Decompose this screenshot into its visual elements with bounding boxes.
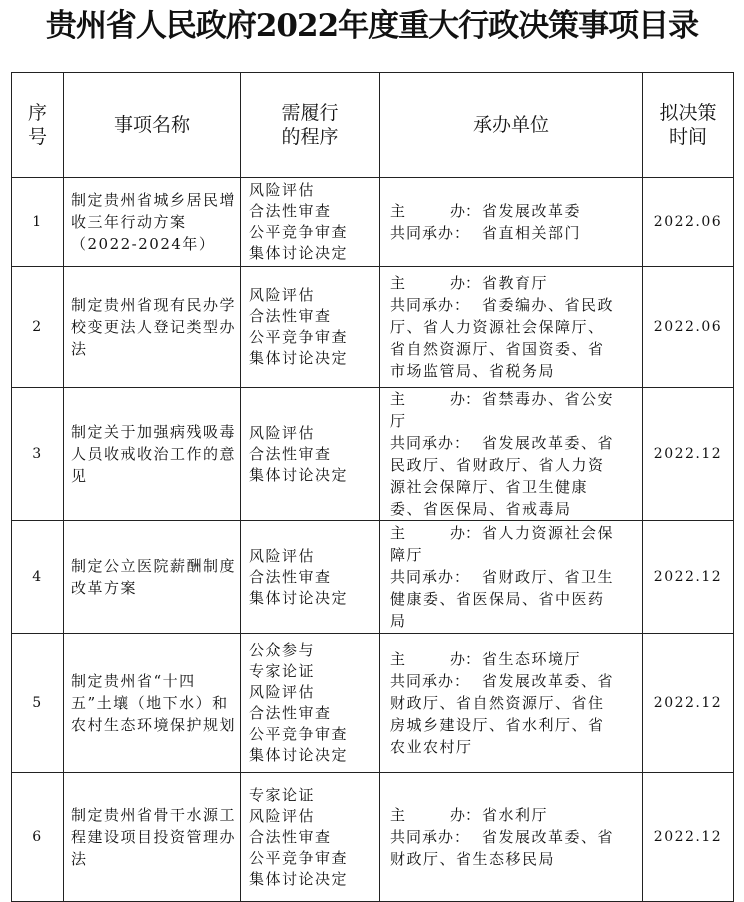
procedure-item: 集体讨论决定 [249, 746, 349, 764]
row-unit [380, 267, 643, 388]
main-unit-line: 障厅 [390, 546, 424, 564]
row-no: 3 [12, 388, 64, 521]
procedure-item: 风险评估 [249, 683, 316, 701]
main-unit-line: 厅 [390, 412, 407, 430]
procedure-item: 合法性审查 [249, 827, 332, 846]
co-unit-line [390, 566, 638, 588]
row-name: 制定贵州省城乡居民增收三年行动方案（2022-2024年） [64, 178, 241, 267]
procedure-item: 合法性审查 [249, 202, 332, 220]
co-unit-line: 委、省医保局、省戒毒局 [390, 500, 572, 518]
main-label-b: 办： [450, 202, 481, 220]
main-unit-value: 省禁毒办、省公安 [482, 390, 615, 408]
row-no: 1 [12, 178, 64, 267]
row-name: 制定公立医院薪酬制度改革方案 [64, 521, 241, 634]
co-unit-line: 财政厅、省自然资源厅、省住 [390, 694, 605, 712]
main-unit-value: 省水利厅 [482, 806, 549, 824]
main-unit-line [390, 388, 638, 410]
header-no-line2: 号 [27, 126, 47, 148]
row-procedures [241, 388, 380, 521]
co-unit-value: 省财政厅、省卫生 [482, 568, 615, 586]
procedure-item: 风险评估 [249, 181, 316, 199]
co-unit-line: 局 [390, 612, 407, 630]
co-unit-value: 省委编办、省民政 [482, 296, 615, 314]
row-procedures [241, 773, 380, 902]
main-label-a: 主 [390, 274, 406, 292]
row-time: 2022.12 [643, 388, 734, 521]
co-unit-line: 民政厅、省财政厅、省人力资 [390, 456, 605, 474]
procedure-item: 合法性审查 [249, 567, 332, 586]
procedure-item: 风险评估 [249, 546, 316, 565]
co-unit-label: 共同承办： [390, 828, 471, 846]
co-unit-line [390, 432, 638, 454]
header-time-line1: 拟决策 [659, 102, 717, 124]
decision-items-table [11, 72, 734, 902]
main-label-b: 办： [450, 524, 481, 542]
row-unit [380, 388, 643, 521]
co-unit-line: 源社会保障厅、省卫生健康 [390, 478, 589, 496]
procedure-item: 公平竞争审查 [249, 848, 349, 867]
procedure-item: 集体讨论决定 [249, 244, 349, 262]
procedure-item: 合法性审查 [249, 307, 332, 325]
co-unit-line: 财政厅、省生态移民局 [390, 850, 556, 868]
table-row [12, 267, 734, 388]
co-unit-line: 农业农村厅 [390, 738, 473, 756]
main-label-b: 办： [450, 274, 481, 292]
row-time: 2022.12 [643, 521, 734, 634]
row-unit [380, 521, 643, 634]
main-unit-label [390, 648, 482, 670]
table-row [12, 178, 734, 267]
row-time: 2022.06 [643, 178, 734, 267]
co-unit-line: 健康委、省医保局、省中医药 [390, 590, 605, 608]
main-unit-label [390, 200, 482, 222]
co-unit-label: 共同承办： [390, 568, 471, 586]
procedure-item: 风险评估 [249, 806, 316, 825]
row-name: 制定贵州省骨干水源工程建设项目投资管理办法 [64, 773, 241, 902]
main-unit-value: 省发展改革委 [482, 202, 582, 220]
row-name: 制定关于加强病残吸毒人员收戒收治工作的意见 [64, 388, 241, 521]
header-procedure [241, 73, 380, 178]
co-unit-line [390, 670, 638, 692]
main-unit-value: 省教育厅 [482, 274, 549, 292]
header-time-line2: 时间 [668, 126, 707, 148]
main-unit-value: 省人力资源社会保 [482, 524, 615, 542]
row-no: 6 [12, 773, 64, 902]
procedure-item: 集体讨论决定 [249, 588, 349, 607]
header-name: 事项名称 [64, 73, 241, 178]
procedure-item: 合法性审查 [249, 704, 332, 722]
procedure-item: 公平竞争审查 [249, 725, 349, 743]
header-procedure-line2: 的程序 [281, 126, 339, 148]
row-time: 2022.06 [643, 267, 734, 388]
row-name: 制定贵州省现有民办学校变更法人登记类型办法 [64, 267, 241, 388]
main-label-a: 主 [390, 806, 406, 824]
main-unit-line [390, 200, 638, 222]
row-name: 制定贵州省“十四五”土壤（地下水）和农村生态环境保护规划 [64, 634, 241, 773]
main-unit-line [390, 648, 638, 670]
header-no-line1: 序 [27, 102, 47, 124]
procedure-item: 公众参与 [249, 641, 316, 659]
co-unit-label: 共同承办： [390, 434, 471, 452]
row-procedures [241, 634, 380, 773]
row-no: 5 [12, 634, 64, 773]
row-procedures [241, 521, 380, 634]
co-unit-label: 共同承办： [390, 672, 471, 690]
main-label-a: 主 [390, 202, 406, 220]
co-unit-value: 省发展改革委、省 [482, 672, 615, 690]
header-procedure-line1: 需履行 [281, 102, 339, 124]
co-unit-value: 省发展改革委、省 [482, 434, 615, 452]
main-unit-label [390, 522, 482, 544]
header-no [12, 73, 64, 178]
row-procedures [241, 178, 380, 267]
main-unit-line [390, 804, 638, 826]
main-label-b: 办： [450, 650, 481, 668]
procedure-item: 集体讨论决定 [249, 465, 349, 484]
co-unit-value: 省发展改革委、省 [482, 828, 615, 846]
main-label-a: 主 [390, 650, 406, 668]
co-unit-value: 省直相关部门 [482, 224, 582, 242]
procedure-item: 公平竞争审查 [249, 223, 349, 241]
table-header-row [12, 73, 734, 178]
main-unit-label [390, 388, 482, 410]
procedure-item: 专家论证 [249, 785, 316, 804]
table-row [12, 634, 734, 773]
row-no: 4 [12, 521, 64, 634]
main-unit-value: 省生态环境厅 [482, 650, 582, 668]
row-time: 2022.12 [643, 634, 734, 773]
row-unit [380, 634, 643, 773]
main-unit-label [390, 804, 482, 826]
main-unit-line [390, 522, 638, 544]
table-row [12, 388, 734, 521]
header-unit: 承办单位 [380, 73, 643, 178]
row-time: 2022.12 [643, 773, 734, 902]
table-row [12, 521, 734, 634]
procedure-item: 集体讨论决定 [249, 869, 349, 888]
co-unit-line [390, 294, 638, 316]
co-unit-line: 市场监管局、省税务局 [390, 362, 556, 380]
co-unit-label: 共同承办： [390, 296, 471, 314]
main-label-a: 主 [390, 524, 406, 542]
main-unit-line [390, 272, 638, 294]
header-time [643, 73, 734, 178]
row-unit [380, 178, 643, 267]
co-unit-line: 省自然资源厅、省国资委、省 [390, 340, 605, 358]
co-unit-line: 房城乡建设厅、省水利厅、省 [390, 716, 605, 734]
procedure-item: 公平竞争审查 [249, 328, 349, 346]
main-label-a: 主 [390, 390, 406, 408]
co-unit-line [390, 826, 638, 848]
procedure-item: 合法性审查 [249, 444, 332, 463]
co-unit-line [390, 222, 638, 244]
row-no: 2 [12, 267, 64, 388]
main-label-b: 办： [450, 390, 481, 408]
co-unit-label: 共同承办： [390, 224, 471, 242]
procedure-item: 集体讨论决定 [249, 349, 349, 367]
procedure-item: 风险评估 [249, 423, 316, 442]
main-unit-label [390, 272, 482, 294]
main-label-b: 办： [450, 806, 481, 824]
procedure-item: 风险评估 [249, 286, 316, 304]
row-procedures [241, 267, 380, 388]
procedure-item: 专家论证 [249, 662, 316, 680]
co-unit-line: 厅、省人力资源社会保障厅、 [390, 318, 605, 336]
page-title: 贵州省人民政府2022年度重大行政决策事项目录 [45, 8, 699, 44]
row-unit [380, 773, 643, 902]
table-row [12, 773, 734, 902]
